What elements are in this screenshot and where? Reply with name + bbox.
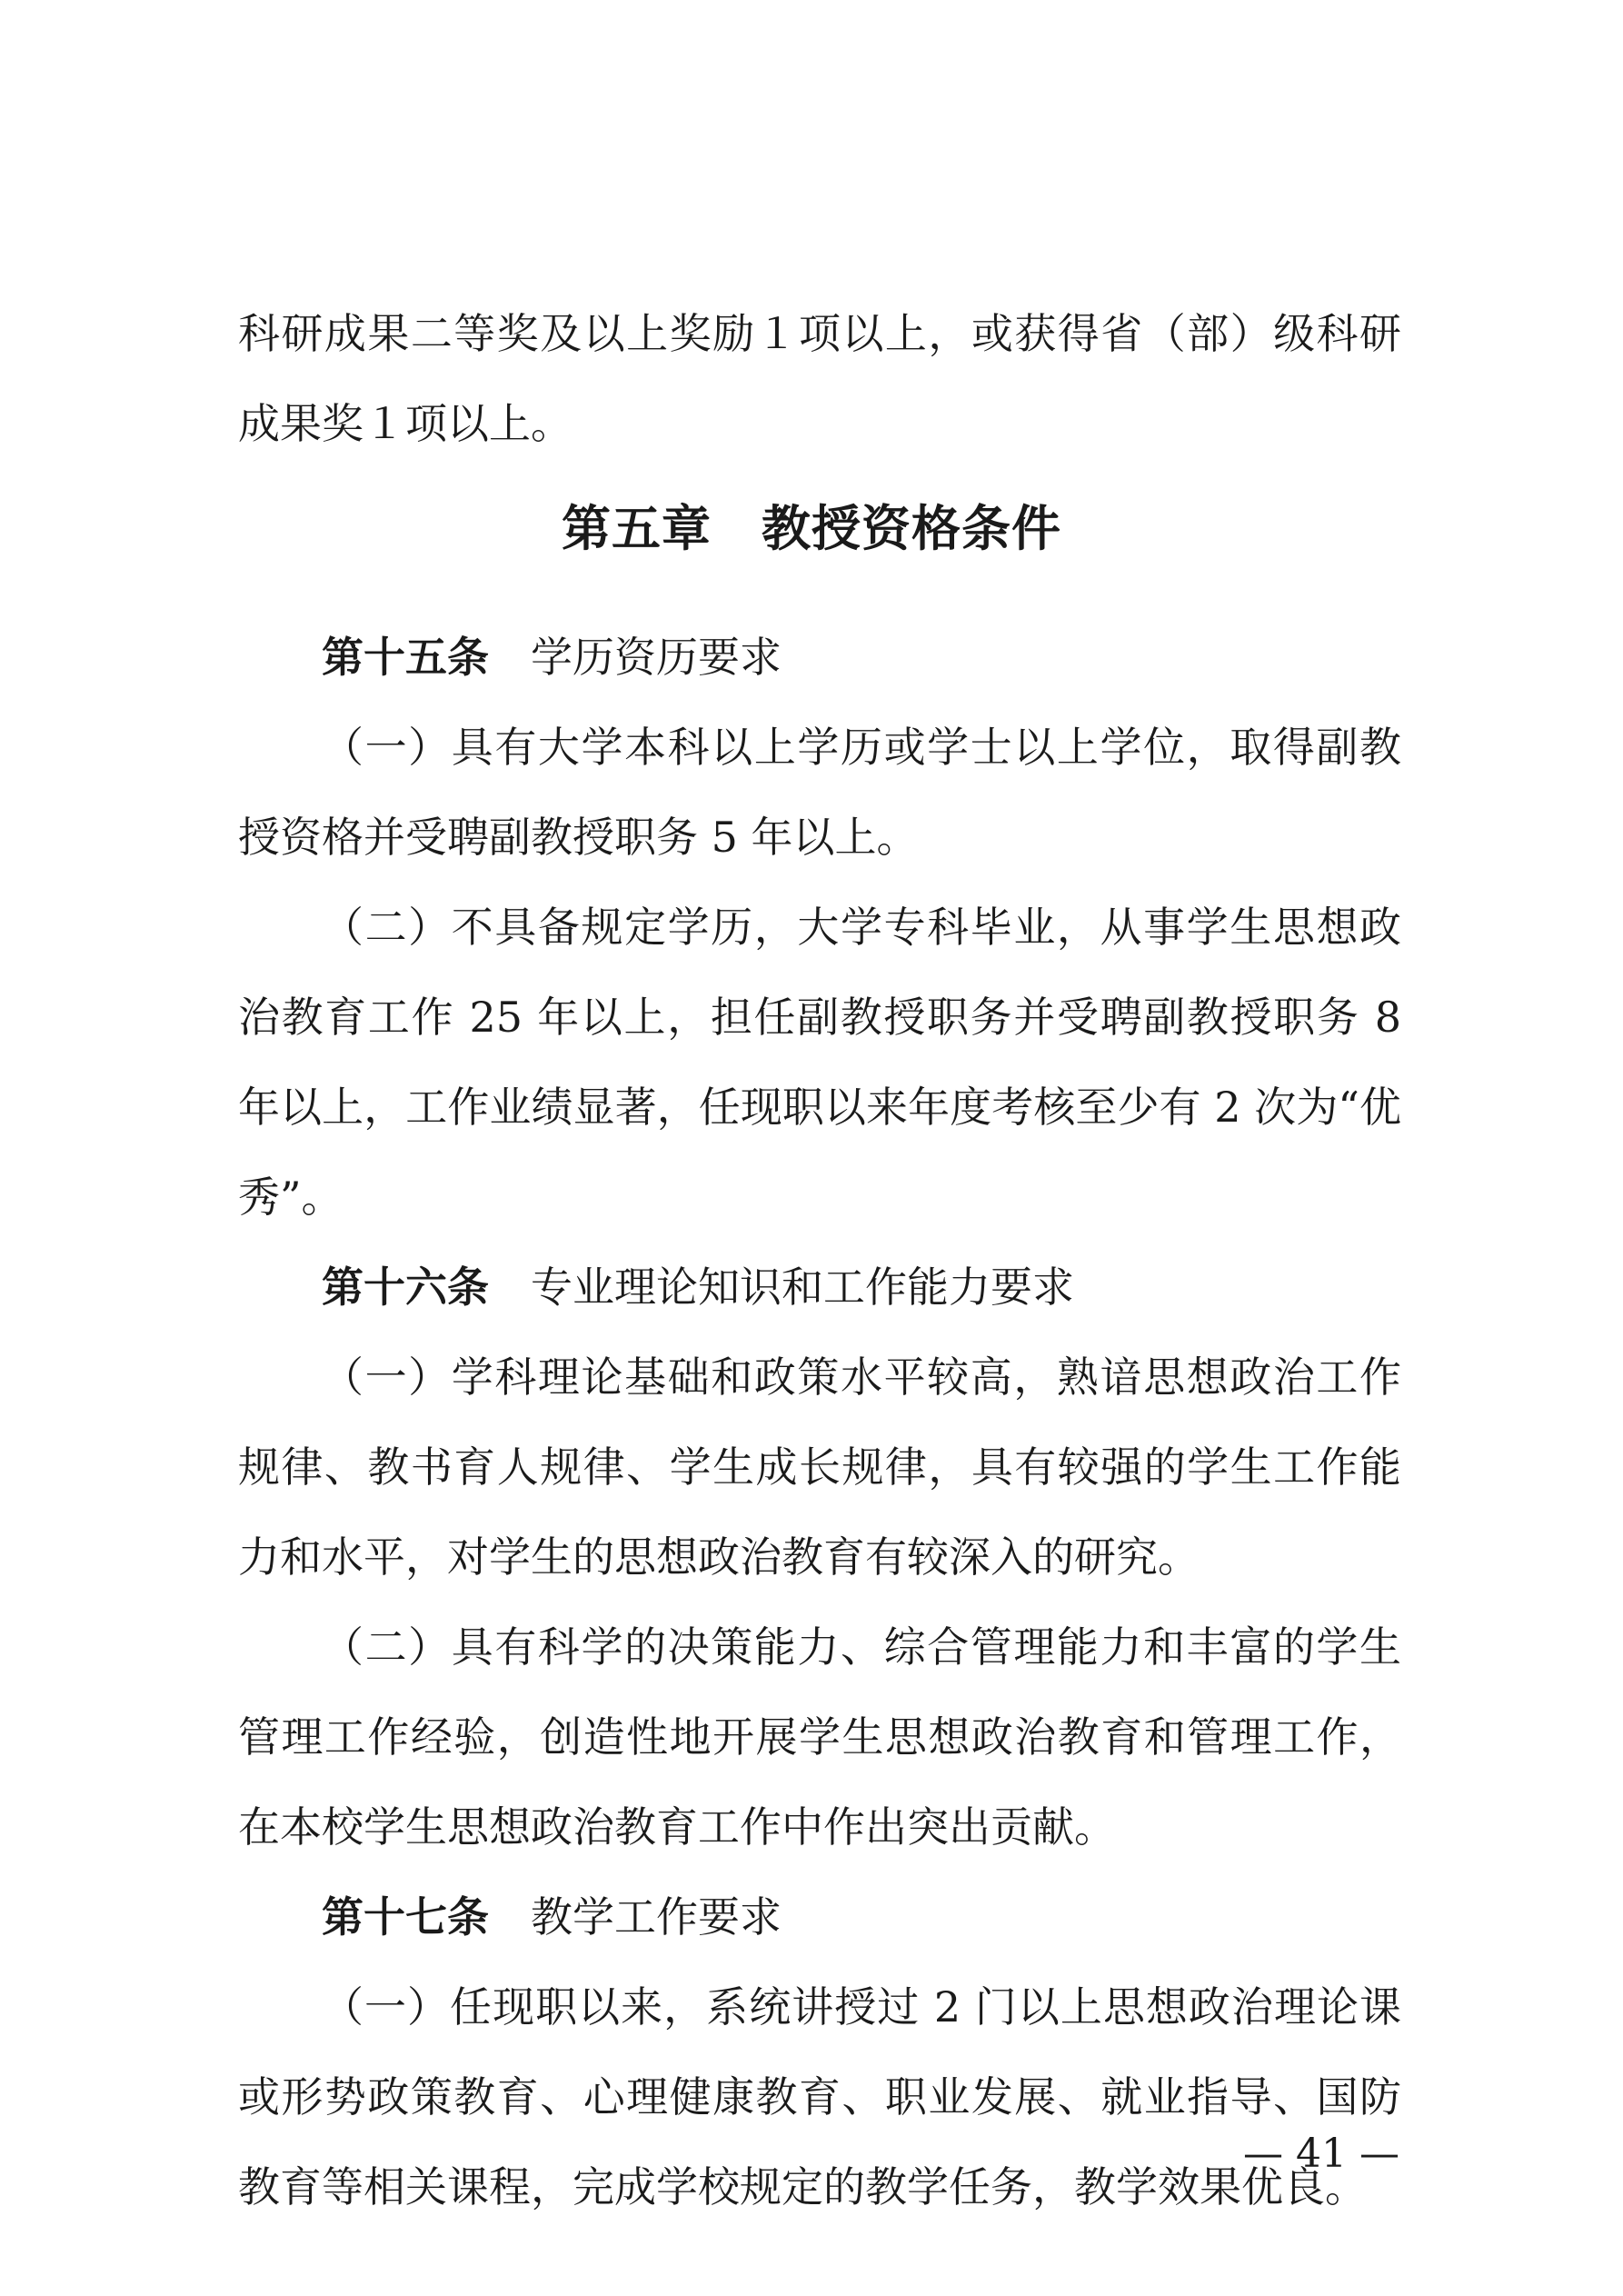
article-label: 第十七条 bbox=[322, 1892, 489, 1942]
chapter-title: 第五章 教授资格条件 bbox=[562, 499, 1061, 557]
article-label: 第十五条 bbox=[322, 633, 489, 682]
body-main bbox=[238, 613, 1401, 2232]
page-number: — 41 — bbox=[1243, 2131, 1399, 2177]
continued-paragraph: 科研成果二等奖及以上奖励１项以上，或获得省（部）级科研成果奖１项以上。 bbox=[238, 309, 1401, 448]
article-item: （二）具有科学的决策能力、综合管理能力和丰富的学生管理工作经验，创造性地开展学生思想政治教育和管理工作，在本校学生思想政治教育工作中作出突出贡献。 bbox=[238, 1622, 1401, 1852]
article-heading bbox=[238, 1243, 1401, 1333]
article-item: （一）具有大学本科以上学历或学士以上学位，取得副教授资格并受聘副教授职务 5 年以上。 bbox=[238, 723, 1401, 862]
article-label: 第十六条 bbox=[322, 1263, 489, 1312]
body-top bbox=[238, 289, 1401, 469]
article-title: 学历资历要求 bbox=[531, 633, 782, 682]
article-item: （二）不具备规定学历，大学专科毕业，从事学生思想政治教育工作 25 年以上，担任副教授职务并受聘副教授职务 8 年以上，工作业绩显著，任现职以来年度考核至少有 2 次为“优秀”。 bbox=[238, 903, 1401, 1222]
article-heading bbox=[238, 1872, 1401, 1962]
article-item: （一）学科理论基础和政策水平较高，熟谙思想政治工作规律、教书育人规律、学生成长规律，具有较强的学生工作能力和水平，对学生的思想政治教育有较深入的研究。 bbox=[238, 1353, 1401, 1582]
article-title: 教学工作要求 bbox=[531, 1892, 782, 1942]
article-heading bbox=[238, 613, 1401, 703]
article-item: （一）任现职以来，系统讲授过 2 门以上思想政治理论课或形势政策教育、心理健康教育、职业发展、就业指导、国防教育等相关课程，完成学校规定的教学任务，教学效果优良。 bbox=[238, 1982, 1401, 2211]
article-title: 专业理论知识和工作能力要求 bbox=[531, 1263, 1074, 1312]
